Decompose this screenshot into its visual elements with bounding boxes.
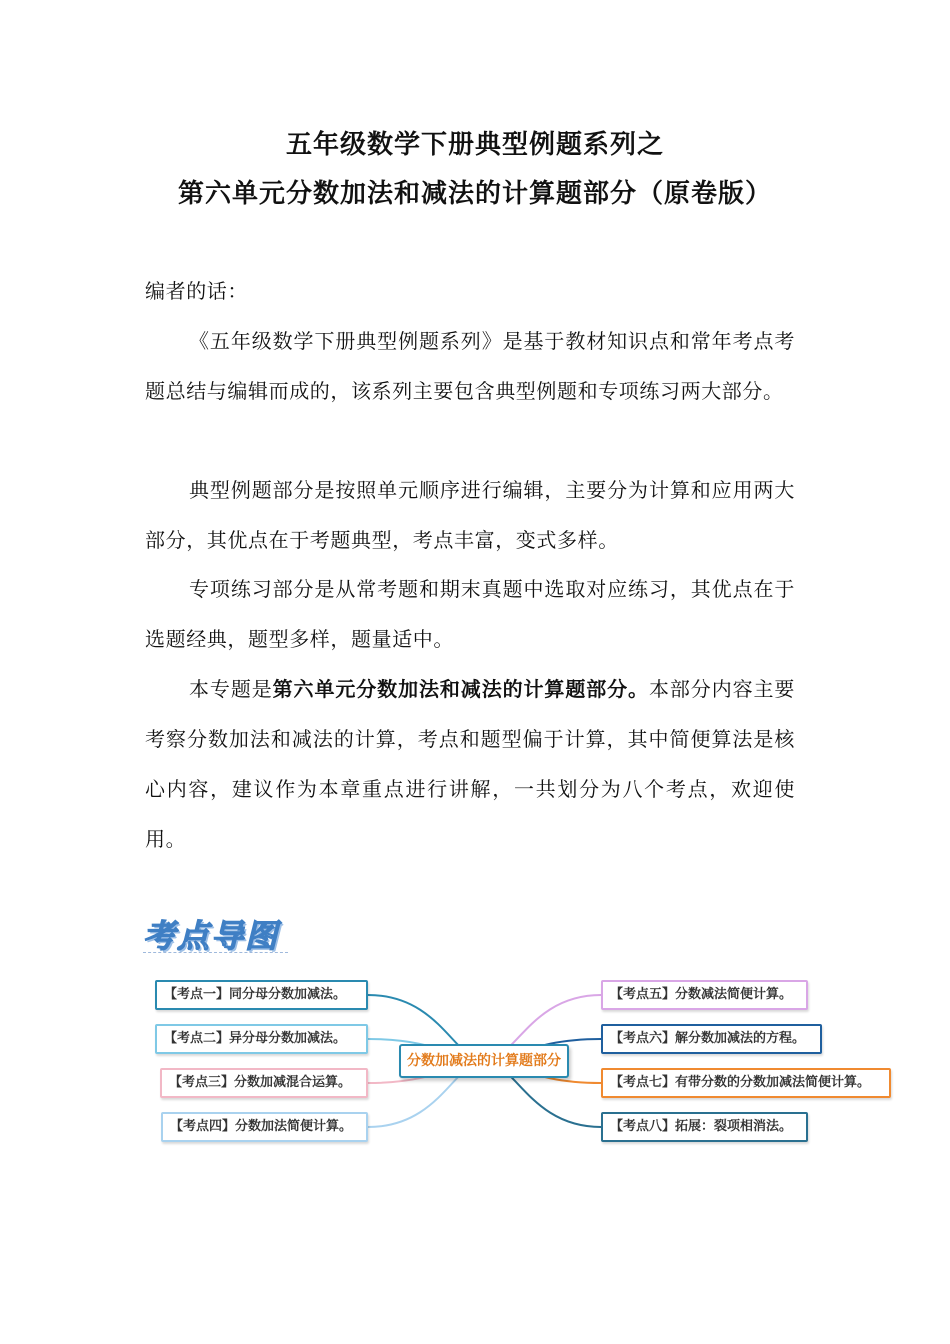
mindmap-node-topic-3: 【考点三】分数加减混合运算。 — [160, 1068, 368, 1098]
intro-paragraph-4-suffix: 本部分内容主要考察分数加法和减法的计算，考点和题型偏于计算，其中简便算法是核心内容，建议作为本章重点进行讲解，一共划分为八个考点，欢迎使用。 — [145, 677, 796, 851]
mindmap-node-topic-6: 【考点六】解分数加减法的方程。 — [601, 1024, 822, 1054]
intro-paragraph-4-prefix: 本专题是 — [189, 677, 273, 701]
intro-paragraph-3: 专项练习部分是从常考题和期末真题中选取对应练习，其优点在于选题经典，题型多样，题量适中。 — [145, 577, 795, 651]
mindmap-node-topic-5: 【考点五】分数减法简便计算。 — [601, 980, 808, 1010]
mindmap-node-topic-7: 【考点七】有带分数的分数加减法简便计算。 — [601, 1068, 891, 1098]
mindmap-node-topic-4: 【考点四】分数加法简便计算。 — [161, 1112, 368, 1142]
intro-paragraph-2: 典型例题部分是按照单元顺序进行编辑，主要分为计算和应用两大部分，其优点在于考题典型，考点丰富，变式多样。 — [145, 478, 795, 552]
document-title-line-2: 第六单元分数加法和减法的计算题部分（原卷版） — [177, 179, 772, 209]
mindmap-node-topic-2: 【考点二】异分母分数加减法。 — [155, 1024, 368, 1054]
mindmap-center-node: 分数加减法的计算题部分 — [399, 1044, 569, 1078]
intro-paragraph-4-topic: 第六单元分数加法和减法的计算题部分。 — [272, 677, 649, 701]
mindmap-heading: 考点导图 — [143, 917, 280, 955]
document-title-line-1: 五年级数学下册典型例题系列之 — [285, 130, 664, 160]
mindmap-node-topic-8: 【考点八】拓展：裂项相消法。 — [601, 1112, 808, 1142]
mindmap-node-topic-1: 【考点一】同分母分数加减法。 — [155, 980, 368, 1010]
intro-paragraph-1: 《五年级数学下册典型例题系列》是基于教材知识点和常年考点考题总结与编辑而成的，该系列主要包含典型例题和专项练习两大部分。 — [145, 329, 795, 403]
editor-note-label: 编者的话： — [145, 279, 248, 303]
